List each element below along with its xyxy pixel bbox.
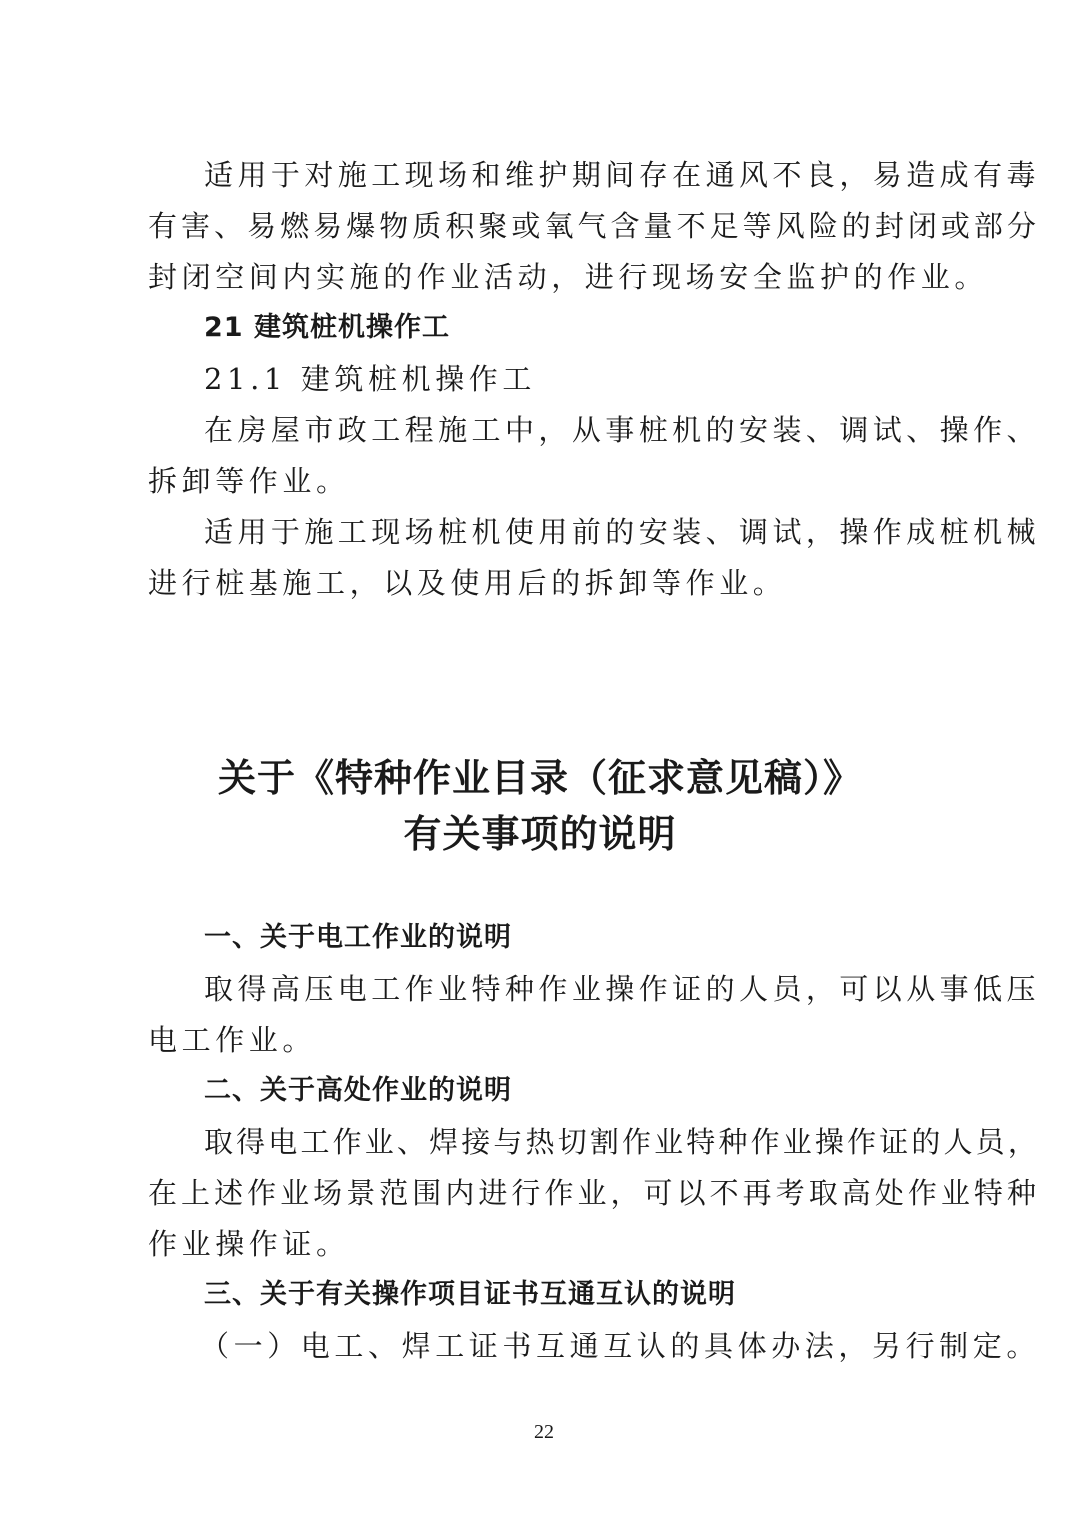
section-heading-21: 21 建筑桩机操作工 bbox=[204, 312, 450, 343]
paragraph-line: 作业操作证。 bbox=[148, 1227, 350, 1261]
section-heading-2: 二、关于高处作业的说明 bbox=[204, 1075, 512, 1106]
paragraph-line: 进行桩基施工，以及使用后的拆卸等作业。 bbox=[148, 566, 787, 600]
paragraph-line: （一）电工、焊工证书互通互认的具体办法，另行制定。 bbox=[200, 1329, 1040, 1363]
subsection-heading-21-1: 21.1 建筑桩机操作工 bbox=[204, 362, 536, 396]
paragraph-line: 拆卸等作业。 bbox=[148, 464, 350, 498]
paragraph-line: 适用于对施工现场和维护期间存在通风不良，易造成有毒 bbox=[204, 158, 1040, 192]
document-title-line-2: 有关事项的说明 bbox=[403, 811, 677, 856]
page-number: 22 bbox=[534, 1421, 554, 1443]
paragraph-line: 在房屋市政工程施工中，从事桩机的安装、调试、操作、 bbox=[204, 413, 1040, 447]
paragraph-line: 适用于施工现场桩机使用前的安装、调试，操作成桩机械 bbox=[204, 515, 1040, 549]
paragraph-line: 取得高压电工作业特种作业操作证的人员，可以从事低压 bbox=[204, 972, 1040, 1006]
paragraph-line: 封闭空间内实施的作业活动，进行现场安全监护的作业。 bbox=[148, 260, 989, 294]
section-heading-3: 三、关于有关操作项目证书互通互认的说明 bbox=[204, 1279, 736, 1310]
paragraph-line: 取得电工作业、焊接与热切割作业特种作业操作证的人员， bbox=[204, 1125, 1040, 1159]
section-heading-1: 一、关于电工作业的说明 bbox=[204, 922, 512, 953]
paragraph-line: 电工作业。 bbox=[148, 1023, 317, 1057]
document-title-line-1: 关于《特种作业目录（征求意见稿）》 bbox=[217, 755, 862, 800]
paragraph-line: 在上述作业场景范围内进行作业，可以不再考取高处作业特种 bbox=[148, 1176, 1040, 1210]
paragraph-line: 有害、易燃易爆物质积聚或氧气含量不足等风险的封闭或部分 bbox=[148, 209, 1040, 243]
